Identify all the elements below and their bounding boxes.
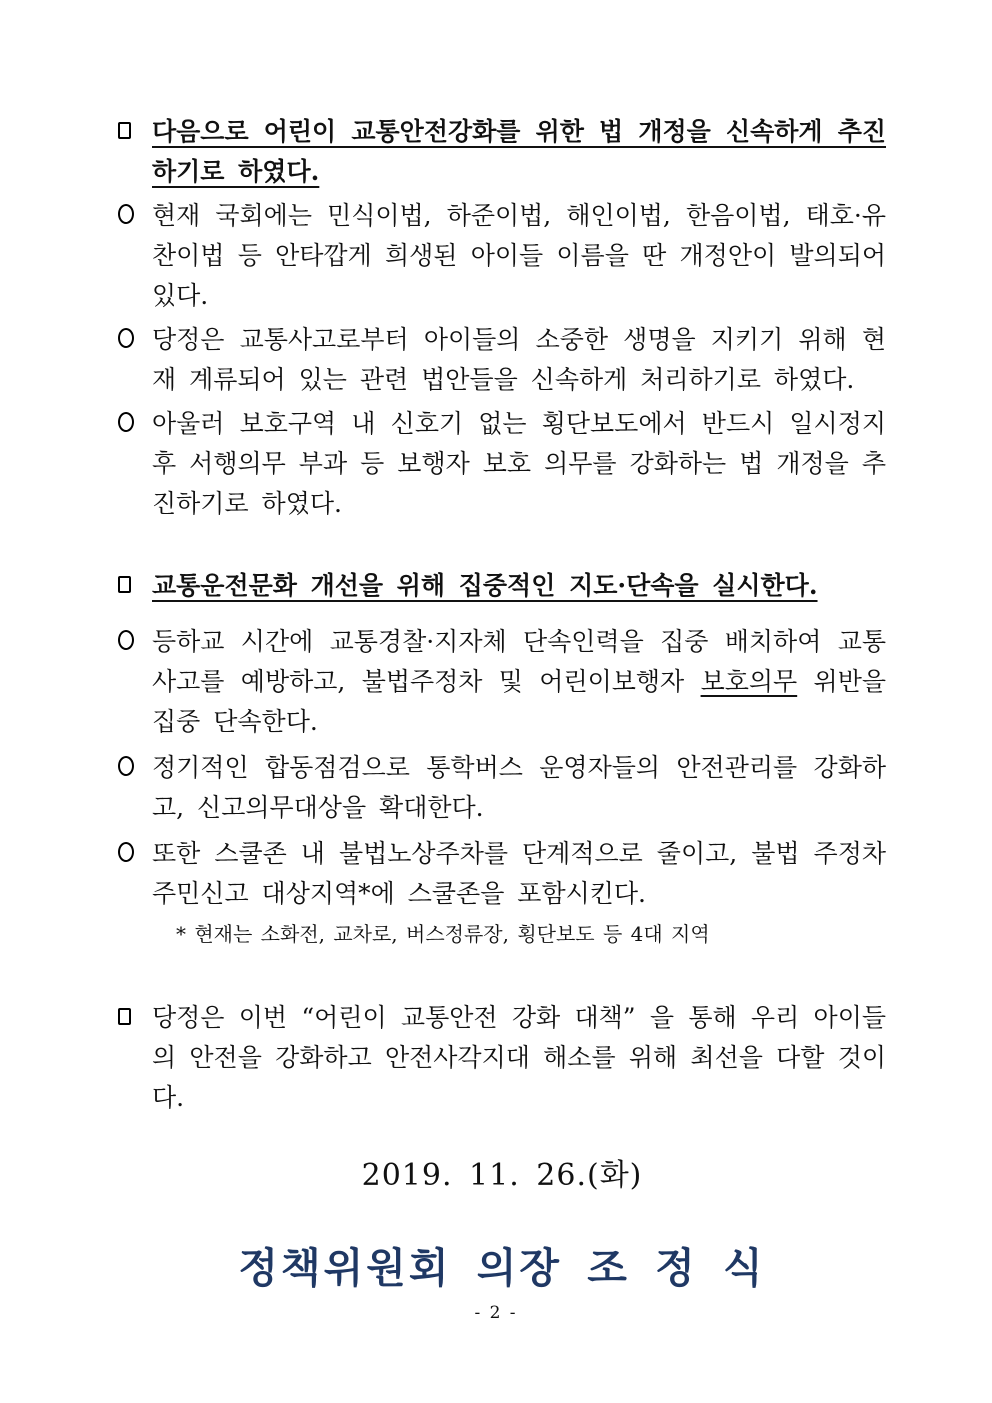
square-bullet-icon xyxy=(118,998,152,1025)
bullet-text: 또한 스쿨존 내 불법노상주차를 단계적으로 줄이고, 불법 주정차 주민신고 대상지역*에 스쿨존을 포함시킨다. xyxy=(152,839,886,908)
circle-bullet-icon xyxy=(118,748,152,776)
closing-paragraph xyxy=(118,998,886,1118)
bullet-text: 현재 국회에는 민식이법, 하준이법, 해인이법, 한음이법, 태호·유찬이법 등 안타깝게 희생된 아이들 이름을 딴 개정안이 발의되어 있다. xyxy=(152,201,886,310)
date-line: 2019. 11. 26.(화) xyxy=(361,1158,643,1193)
section-heading-text: 교통운전문화 개선을 위해 집중적인 지도·단속을 실시한다. xyxy=(152,571,818,600)
circle-bullet-icon xyxy=(118,622,152,650)
section-enforcement xyxy=(118,566,886,952)
section-law-revision xyxy=(118,112,886,524)
square-bullet-icon xyxy=(118,112,152,139)
closing-text: 당정은 이번 “어린이 교통안전 강화 대책” 을 통해 우리 아이들의 안전을 강화하고 안전사각지대 해소를 위해 최선을 다할 것이다. xyxy=(152,1003,886,1112)
circle-bullet-icon xyxy=(118,834,152,862)
bullet-paragraph xyxy=(118,320,886,400)
bullet-paragraph xyxy=(118,404,886,524)
section-heading xyxy=(118,566,886,606)
section-closing xyxy=(118,998,886,1118)
signature-line: 정책위원회 의장 조 정 식 xyxy=(238,1244,766,1292)
bullet-text-underlined: 보호의무 xyxy=(700,667,798,696)
bullet-text: 당정은 교통사고로부터 아이들의 소중한 생명을 지키기 위해 현재 계류되어 있는 관련 법안들을 신속하게 처리하기로 하였다. xyxy=(152,325,886,394)
bullet-text: 아울러 보호구역 내 신호기 없는 횡단보도에서 반드시 일시정지 후 서행의무 부과 등 보행자 보호 의무를 강화하는 법 개정을 추진하기로 하였다. xyxy=(152,409,886,518)
page-number: - 2 - xyxy=(474,1303,518,1323)
square-bullet-icon xyxy=(118,566,152,593)
bullet-text-pre: 등하교 시간에 교통경찰·지자체 단속인력을 집중 배치하여 교통사고를 예방하고, 불법주정차 및 어린이보행자 xyxy=(152,627,886,696)
bullet-text: 정기적인 합동점검으로 통학버스 운영자들의 안전관리를 강화하고, 신고의무대상을 확대한다. xyxy=(152,753,886,822)
footnote-text: * 현재는 소화전, 교차로, 버스정류장, 횡단보도 등 4대 지역 xyxy=(176,922,710,946)
bullet-text xyxy=(152,622,886,742)
section-heading xyxy=(118,112,886,192)
bullet-paragraph xyxy=(118,196,886,316)
bullet-paragraph xyxy=(118,834,886,914)
bullet-paragraph xyxy=(118,748,886,828)
section-heading-text: 다음으로 어린이 교통안전강화를 위한 법 개정을 신속하게 추진하기로 하였다. xyxy=(152,117,886,186)
document-content xyxy=(118,112,886,1294)
bullet-text-post: 위반을 집중 단속한다. xyxy=(152,667,886,736)
circle-bullet-icon xyxy=(118,404,152,432)
circle-bullet-icon xyxy=(118,196,152,224)
circle-bullet-icon xyxy=(118,320,152,348)
bullet-paragraph xyxy=(118,622,886,742)
